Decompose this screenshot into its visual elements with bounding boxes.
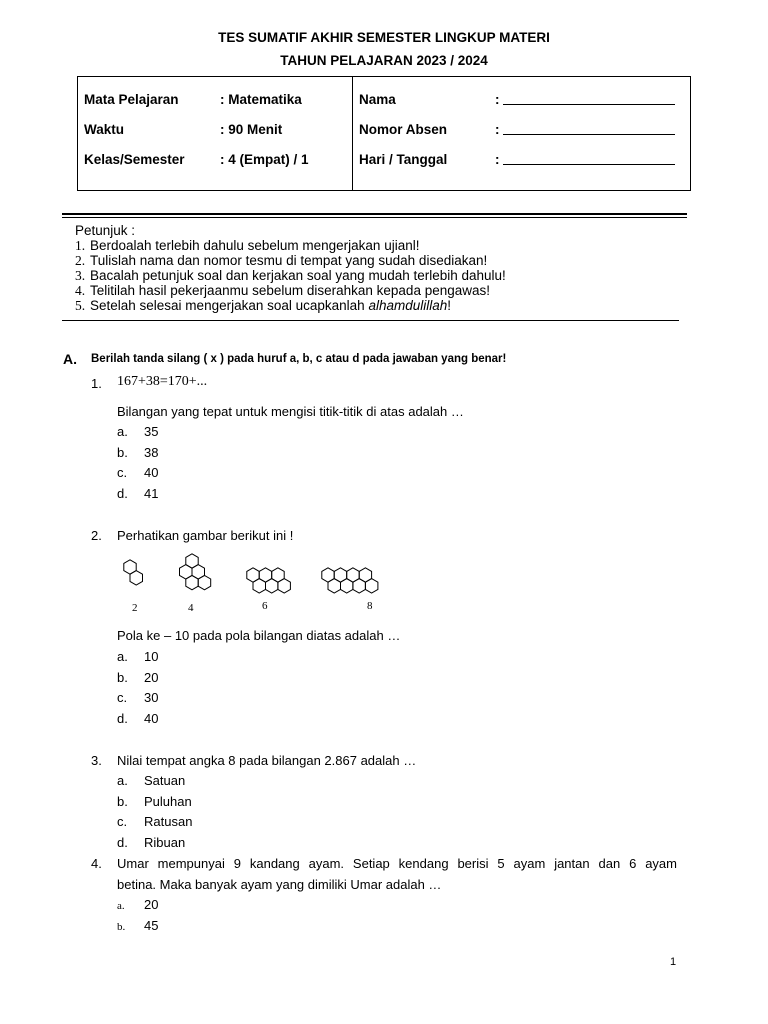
option-letter: a. <box>117 900 125 912</box>
option-letter: c. <box>117 814 128 829</box>
option-letter: d. <box>117 711 128 726</box>
date-field[interactable] <box>503 152 675 165</box>
instruction-item <box>75 238 419 254</box>
figure-label: 4 <box>188 602 194 614</box>
hexagon-cell <box>266 579 278 593</box>
instruction-text: Berdoalah terlebih dahulu sebelum mengerjakan ujianl! <box>90 238 420 253</box>
answer-option[interactable] <box>117 711 158 726</box>
hexagon-cell <box>365 579 378 593</box>
date-label: Hari / Tanggal <box>359 152 448 167</box>
time-row <box>84 122 283 137</box>
answer-option[interactable] <box>117 918 158 933</box>
class-row <box>84 152 309 167</box>
question-equation: 167+38=170+... <box>117 374 208 389</box>
option-text: Ribuan <box>144 835 186 850</box>
answer-option[interactable] <box>117 465 158 480</box>
instruction-item <box>75 268 506 284</box>
option-letter: b. <box>117 794 128 809</box>
answer-option[interactable] <box>117 690 158 705</box>
name-label: Nama <box>359 92 396 107</box>
time-label: Waktu <box>84 122 124 137</box>
instructions-heading: Petunjuk : <box>75 223 136 238</box>
question-number: 3. <box>91 753 102 768</box>
option-letter: a. <box>117 424 128 439</box>
instruction-number: 4. <box>75 283 86 298</box>
separator-top <box>62 213 687 215</box>
option-letter: c. <box>117 690 128 705</box>
option-text: 30 <box>144 690 159 705</box>
instruction-item <box>75 253 487 269</box>
instruction-text: Bacalah petunjuk soal dan kerjakan soal yang mudah terlebih dahulu! <box>90 268 506 283</box>
instruction-text: Telitilah hasil pekerjaanmu sebelum diserahkan kepada pengawas! <box>90 283 490 298</box>
question-followup: Pola ke – 10 pada pola bilangan diatas adalah … <box>117 628 401 643</box>
question-number: 4. <box>91 856 102 871</box>
instruction-number: 3. <box>75 268 86 283</box>
absence-number-row <box>359 122 500 137</box>
instruction-tail: ! <box>447 298 452 313</box>
answer-option[interactable] <box>117 670 158 685</box>
page-number: 1 <box>670 956 677 968</box>
option-letter: a. <box>117 773 128 788</box>
hexagon-cell <box>353 579 366 593</box>
instruction-number: 1. <box>75 238 86 253</box>
hexagon-cell <box>198 575 211 589</box>
option-letter: b. <box>117 445 128 460</box>
option-text: Ratusan <box>144 814 193 829</box>
answer-option[interactable] <box>117 835 185 850</box>
option-text: 10 <box>144 649 159 664</box>
time-value: : 90 Menit <box>220 122 283 137</box>
option-letter: c. <box>117 465 128 480</box>
instruction-number: 2. <box>75 253 86 268</box>
subject-row <box>84 92 302 107</box>
question-number: 1. <box>91 376 102 391</box>
figure-label: 6 <box>262 600 268 612</box>
hexagon-cell <box>328 579 341 593</box>
class-value: : 4 (Empat) / 1 <box>220 152 309 167</box>
answer-option[interactable] <box>117 794 192 809</box>
separator-bottom <box>62 320 679 321</box>
question-number: 2. <box>91 528 102 543</box>
identity-divider <box>352 77 353 190</box>
option-text: 38 <box>144 445 159 460</box>
hexagon-cell <box>186 575 198 589</box>
option-letter: a. <box>117 649 128 664</box>
class-label: Kelas/Semester <box>84 152 185 167</box>
figure-label: 2 <box>132 602 138 614</box>
answer-option[interactable] <box>117 486 158 501</box>
date-row <box>359 152 500 167</box>
option-letter: d. <box>117 835 128 850</box>
answer-option[interactable] <box>117 424 158 439</box>
name-colon: : <box>495 92 500 107</box>
hexagon-cell <box>341 579 353 593</box>
option-text: 41 <box>144 486 159 501</box>
absence-number-colon: : <box>495 122 500 137</box>
question-text-continued: betina. Maka banyak ayam yang dimiliki Umar adalah … <box>117 877 442 892</box>
answer-option[interactable] <box>117 445 158 460</box>
name-row <box>359 92 500 107</box>
subject-label: Mata Pelajaran <box>84 92 179 107</box>
section-letter: A. <box>63 351 77 367</box>
question-text: Perhatikan gambar berikut ini ! <box>117 528 294 543</box>
answer-option[interactable] <box>117 897 158 912</box>
question-text: Bilangan yang tepat untuk mengisi titik-titik di atas adalah … <box>117 404 464 419</box>
instruction-item <box>75 283 490 299</box>
subject-value: : Matematika <box>220 92 302 107</box>
option-text: 35 <box>144 424 159 439</box>
academic-year: TAHUN PELAJARAN 2023 / 2024 <box>280 53 488 68</box>
section-instruction: Berilah tanda silang ( x ) pada huruf a, b, c atau d pada jawaban yang benar! <box>91 353 507 365</box>
instruction-number: 5. <box>75 298 86 313</box>
instruction-item <box>75 298 451 314</box>
hexagon-cell <box>253 579 266 593</box>
question-text: Umar mempunyai 9 kandang ayam. Setiap kendang berisi 5 ayam jantan dan 6 ayam <box>117 856 677 871</box>
exam-title: TES SUMATIF AKHIR SEMESTER LINGKUP MATERI <box>218 30 550 45</box>
instruction-text: Tulislah nama dan nomor tesmu di tempat yang sudah disediakan! <box>90 253 488 268</box>
separator-top-thin <box>62 217 687 218</box>
question-text: Nilai tempat angka 8 pada bilangan 2.867 adalah … <box>117 753 417 768</box>
instruction-emphasis: alhamdulillah <box>368 298 448 313</box>
absence-number-label: Nomor Absen <box>359 122 448 137</box>
option-text: 40 <box>144 711 159 726</box>
option-text: 20 <box>144 897 159 912</box>
option-text: 20 <box>144 670 159 685</box>
date-colon: : <box>495 152 500 167</box>
answer-option[interactable] <box>117 814 192 829</box>
option-letter: b. <box>117 921 126 933</box>
option-letter: b. <box>117 670 128 685</box>
figure-label: 8 <box>367 600 373 612</box>
identity-box <box>77 76 691 191</box>
option-text: 40 <box>144 465 159 480</box>
option-text: 45 <box>144 918 159 933</box>
hexagon-cell <box>130 571 143 585</box>
answer-option[interactable] <box>117 649 158 664</box>
option-text: Puluhan <box>144 794 192 809</box>
answer-option[interactable] <box>117 773 185 788</box>
hexagon-cell <box>278 579 291 593</box>
option-text: Satuan <box>144 773 186 788</box>
absence-number-field[interactable] <box>503 122 675 135</box>
option-letter: d. <box>117 486 128 501</box>
name-field[interactable] <box>503 92 675 105</box>
instruction-text: Setelah selesai mengerjakan soal ucapkanlah <box>90 298 369 313</box>
